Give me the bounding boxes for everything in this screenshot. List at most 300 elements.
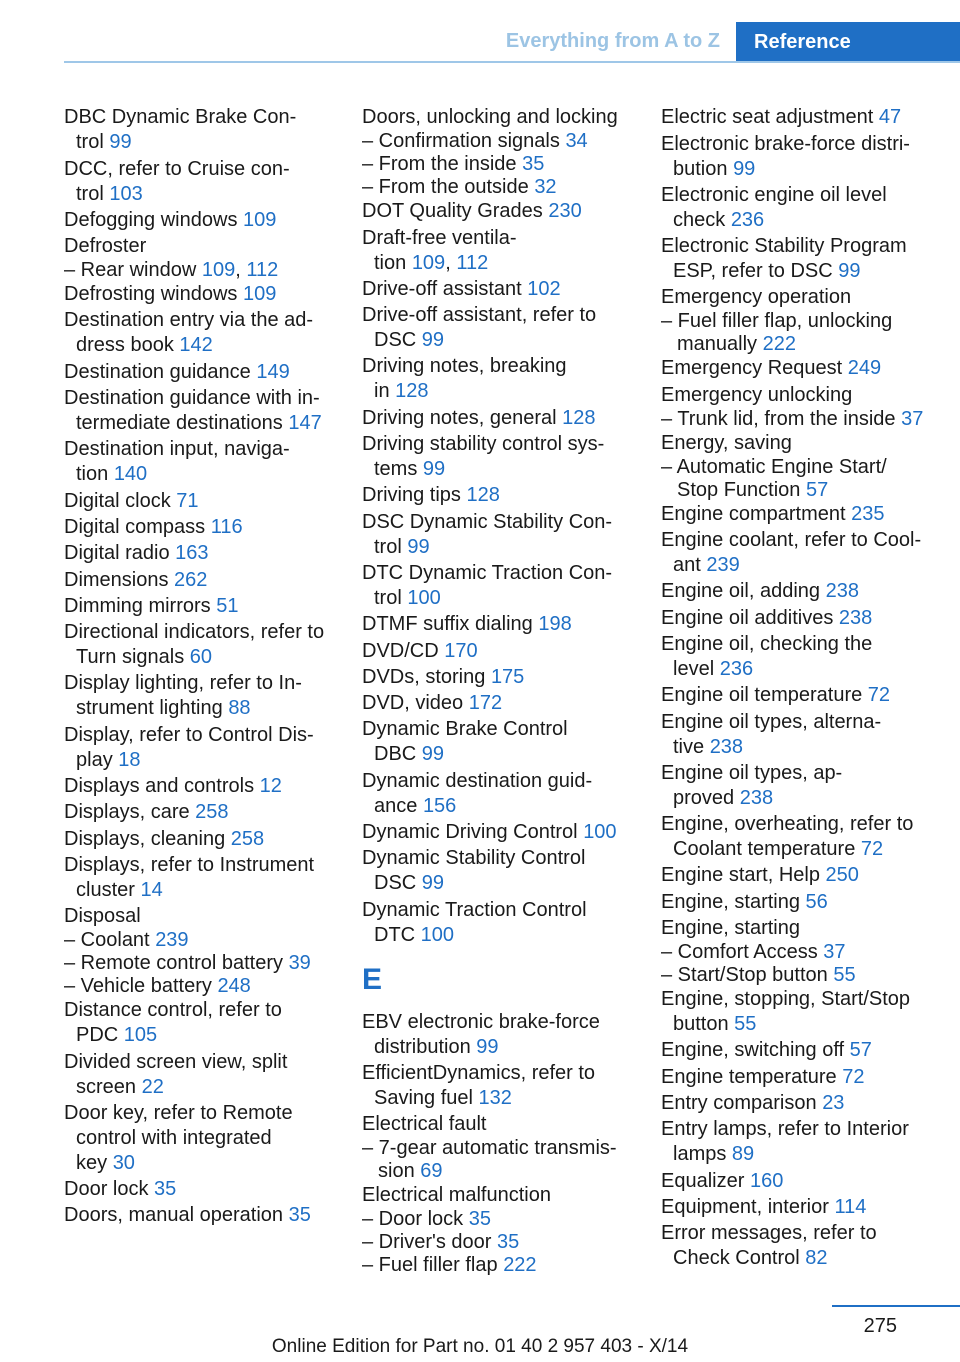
page-reference-link[interactable]: 32 <box>534 176 557 199</box>
header-reference-tab <box>736 22 960 63</box>
subentry-text: – Automatic Engine Start/ <box>661 455 887 478</box>
entry-text: Divided screen view, split <box>64 1050 288 1073</box>
index-entry <box>661 579 933 604</box>
index-entry <box>661 863 933 888</box>
page-reference-link[interactable]: 170 <box>444 639 478 662</box>
subentry-continuation: manually <box>677 333 758 356</box>
page-reference-link[interactable]: 172 <box>468 692 503 715</box>
entry-text: Electrical fault <box>362 1113 487 1136</box>
entry-text: Entry comparison <box>661 1091 817 1114</box>
index-entry <box>661 632 933 682</box>
entry-text: Engine oil additives <box>661 606 834 629</box>
entry-continuation: play <box>76 748 113 771</box>
page-reference-link[interactable]: 238 <box>838 606 873 629</box>
page-reference-link[interactable]: 100 <box>583 821 617 844</box>
index-entry <box>64 515 336 540</box>
entry-text: Dynamic Stability Control <box>362 847 586 870</box>
index-entry <box>362 846 634 896</box>
entry-text: Door key, refer to Remote <box>64 1101 293 1124</box>
entry-text: Emergency operation <box>661 286 852 309</box>
index-entry <box>362 717 634 767</box>
entry-text: Displays, care <box>64 801 190 824</box>
page-reference-link[interactable]: 82 <box>805 1247 828 1270</box>
index-entry <box>362 432 634 482</box>
entry-text: Doors, unlocking and locking <box>362 106 618 129</box>
index-subentry <box>64 952 336 975</box>
index-entry <box>661 761 933 811</box>
entry-text: Emergency unlocking <box>661 383 853 406</box>
subentry-text: – Fuel filler flap <box>362 1254 498 1277</box>
entry-text: DVD/CD <box>362 639 439 662</box>
index-entry <box>661 987 933 1037</box>
index-subentry <box>661 941 933 964</box>
entry-text: Defroster <box>64 235 147 258</box>
entry-text: Defogging windows <box>64 208 238 231</box>
page-reference-link[interactable]: 258 <box>195 801 229 824</box>
entry-text: DTMF suffix dialing <box>362 613 533 636</box>
index-entry <box>362 665 634 690</box>
entry-text: Engine oil types, ap- <box>661 761 843 784</box>
index-entry <box>661 710 933 760</box>
page-reference-link[interactable]: 35 <box>468 1208 491 1231</box>
page-reference-link[interactable]: 72 <box>860 838 884 861</box>
entry-text: Emergency Request <box>661 357 843 380</box>
entry-text: Digital clock <box>64 489 171 512</box>
entry-text: Door lock <box>64 1178 149 1201</box>
page-reference-link[interactable]: 99 <box>109 131 132 154</box>
entry-continuation: dress book <box>76 334 174 357</box>
entry-text: Engine oil temperature <box>661 684 863 707</box>
entry-continuation: Check Control <box>673 1247 800 1270</box>
page-reference-link[interactable]: 112 <box>456 251 489 274</box>
index-entry <box>362 691 634 716</box>
index-entry <box>661 105 933 130</box>
entry-text: Engine, switching off <box>661 1039 845 1062</box>
entry-text: Drive-off assistant <box>362 277 522 300</box>
page-reference-link[interactable]: 99 <box>422 458 446 481</box>
page-reference-link[interactable]: 103 <box>109 182 143 205</box>
entry-text: Destination guidance <box>64 360 251 383</box>
entry-continuation: Turn signals <box>76 646 185 669</box>
page-reference-link[interactable]: 235 <box>851 502 885 525</box>
index-entry: Draft-free ventila- tion 109, 112 <box>362 226 517 274</box>
entry-text: Electronic engine oil level <box>661 183 887 206</box>
entry-text: Entry lamps, refer to Interior <box>661 1118 909 1141</box>
page-reference-link[interactable]: 60 <box>189 646 213 669</box>
entry-text: Distance control, refer to <box>64 999 282 1022</box>
page-reference-link[interactable]: 99 <box>421 872 445 895</box>
page-reference-link[interactable]: 99 <box>407 535 430 558</box>
page-reference-link[interactable]: 55 <box>734 1013 757 1036</box>
index-entry <box>64 308 336 358</box>
index-entry <box>661 812 933 862</box>
entry-text: Engine, starting <box>661 917 800 940</box>
index-entry <box>362 199 634 224</box>
entry-continuation: PDC <box>76 1024 119 1047</box>
entry-text: Energy, saving <box>661 431 792 454</box>
index-entry <box>661 383 933 408</box>
page-reference-link[interactable]: 249 <box>847 357 882 380</box>
entry-continuation: screen <box>76 1075 137 1098</box>
entry-text: Displays, refer to Instrument <box>64 853 315 876</box>
entry-text: Drive-off assistant, refer to <box>362 304 597 327</box>
entry-text: Destination guidance with in- <box>64 387 320 410</box>
page-reference-link[interactable]: 55 <box>833 964 856 987</box>
subentry-text: – From the inside <box>362 153 517 176</box>
entry-text: Digital radio <box>64 542 170 565</box>
index-subentry <box>362 1231 634 1254</box>
page-reference-link[interactable]: 47 <box>878 106 902 129</box>
index-entry <box>64 671 336 721</box>
entry-text: Digital compass <box>64 515 206 538</box>
page-reference-link[interactable]: 114 <box>834 1195 867 1218</box>
page-reference-link[interactable]: 236 <box>719 657 754 680</box>
entry-text: EfficientDynamics, refer to <box>362 1061 596 1084</box>
entry-text: DBC Dynamic Brake Con- <box>64 106 297 129</box>
page-reference-link[interactable]: 238 <box>709 735 744 758</box>
page-reference-link[interactable]: 140 <box>113 463 148 486</box>
index-entry <box>64 1203 336 1228</box>
page-reference-link[interactable]: 105 <box>123 1024 158 1047</box>
page-reference-link[interactable]: 258 <box>230 827 265 850</box>
page-reference-link[interactable]: 23 <box>822 1091 845 1114</box>
page-reference-link[interactable]: 72 <box>842 1065 865 1088</box>
entry-text: DOT Quality Grades <box>362 200 543 223</box>
page-reference-link[interactable]: 248 <box>217 975 251 998</box>
page-reference-link[interactable]: 71 <box>176 489 199 512</box>
index-entry <box>661 285 933 310</box>
subentry-text: – Rear window <box>64 259 197 282</box>
index-subentry <box>362 1254 634 1277</box>
entry-text: Engine oil, adding <box>661 580 821 603</box>
entry-text: Dynamic Driving Control <box>362 821 578 844</box>
index-column-2 <box>362 104 634 1277</box>
entry-text: Dynamic Brake Control <box>362 718 568 741</box>
index-entry <box>64 774 336 799</box>
entry-text: Engine coolant, refer to Cool- <box>661 529 922 552</box>
subentry-text: – Fuel filler flap, unlocking <box>661 310 893 333</box>
index-entry <box>362 639 634 664</box>
page-reference-link[interactable]: 230 <box>548 200 582 223</box>
entry-text: Equalizer <box>661 1169 745 1192</box>
index-entry <box>661 183 933 233</box>
entry-text: Disposal <box>64 905 141 928</box>
index-entry <box>661 1195 933 1220</box>
index-entry <box>64 594 336 619</box>
index-entry <box>362 354 634 404</box>
page-header <box>0 0 960 64</box>
index-entry <box>661 1091 933 1116</box>
entry-continuation: lamps <box>673 1143 727 1166</box>
header-section-title: Everything from A to Z <box>505 30 720 52</box>
page-reference-link[interactable]: 160 <box>749 1169 784 1192</box>
index-entry <box>64 1050 336 1100</box>
entry-text: Destination entry via the ad- <box>64 309 314 332</box>
subentry-text: – Vehicle battery <box>64 975 212 998</box>
footer-rule <box>832 1305 960 1307</box>
entry-text: Electronic brake-force distri- <box>661 132 910 155</box>
entry-text: Dimming mirrors <box>64 594 211 617</box>
index-entry <box>661 606 933 631</box>
index-subentry <box>64 975 336 998</box>
page-reference-link[interactable]: 57 <box>849 1039 872 1062</box>
entry-text: Driving stability control sys- <box>362 433 605 456</box>
entry-text: DTC Dynamic Traction Con- <box>362 561 613 584</box>
index-subentry <box>661 408 933 431</box>
entry-continuation: Saving fuel <box>374 1086 473 1109</box>
entry-text: Draft-free ventila- <box>362 226 517 249</box>
index-entry <box>661 1065 933 1090</box>
entry-continuation: ESP, refer to DSC <box>673 260 833 283</box>
index-entry <box>362 769 634 819</box>
footer-edition-text: Online Edition for Part no. 01 40 2 957 403 - X/14 <box>271 1336 689 1357</box>
index-entry <box>661 528 933 578</box>
index-column-1 <box>64 104 336 1228</box>
entry-continuation: in <box>374 380 390 403</box>
index-entry <box>661 356 933 381</box>
page-reference-link[interactable]: 56 <box>805 890 828 913</box>
entry-text: Display lighting, refer to In- <box>64 672 302 695</box>
index-entry <box>362 898 634 948</box>
index-entry <box>64 904 336 929</box>
index-subentry <box>64 929 336 952</box>
index-entry <box>64 437 336 487</box>
page-reference-link[interactable]: 22 <box>141 1075 164 1098</box>
page-reference-link[interactable]: 142 <box>179 334 213 357</box>
page-reference-link[interactable]: 238 <box>739 786 774 809</box>
entry-continuation: trol <box>76 182 104 205</box>
page-reference-link[interactable]: 89 <box>731 1143 755 1166</box>
page-reference-link[interactable]: 198 <box>538 613 572 636</box>
header-rule <box>64 61 960 63</box>
entry-text: Engine oil types, alterna- <box>661 710 882 733</box>
index-letter-heading: E <box>362 962 383 996</box>
page-reference-link[interactable]: 37 <box>901 407 924 430</box>
page-reference-link[interactable]: 100 <box>407 586 441 609</box>
page-reference-link[interactable]: 18 <box>118 748 141 771</box>
entry-text: DVDs, storing <box>362 665 486 688</box>
entry-text: EBV electronic brake-force <box>362 1010 600 1033</box>
page-reference-link[interactable]: 109 <box>411 251 446 274</box>
page-reference-link[interactable]: 262 <box>174 568 208 591</box>
page-reference-link[interactable]: 35 <box>522 153 545 176</box>
page-reference-link[interactable]: 39 <box>288 952 311 975</box>
entry-continuation: proved <box>673 786 735 809</box>
page-reference-link[interactable]: 30 <box>112 1151 135 1174</box>
page-reference-link[interactable]: 57 <box>805 478 829 501</box>
index-entry <box>362 1010 634 1060</box>
index-entry <box>362 1061 634 1111</box>
index-entry <box>64 208 336 233</box>
subentry-text: – Driver's door <box>362 1231 492 1254</box>
page-reference-link[interactable]: 156 <box>422 794 457 817</box>
index-entry <box>64 360 336 385</box>
entry-continuation: DTC <box>374 923 416 946</box>
entry-text: DCC, refer to Cruise con- <box>64 157 290 180</box>
index-entry <box>362 510 634 560</box>
subentry-continuation: sion <box>378 1160 415 1183</box>
index-entry <box>362 406 634 431</box>
page-reference-link[interactable]: 35 <box>154 1178 177 1201</box>
index-subentry: – Rear window 109, 112 <box>64 259 279 282</box>
page-reference-link[interactable]: 147 <box>288 412 322 435</box>
index-entry <box>64 723 336 773</box>
entry-continuation: trol <box>76 131 104 154</box>
subentry-text: – Comfort Access <box>661 941 818 964</box>
subentry-text: – Confirmation signals <box>362 130 560 153</box>
index-entry <box>64 568 336 593</box>
index-subentry <box>362 1208 634 1231</box>
index-entry <box>661 132 933 182</box>
index-entry <box>362 612 634 637</box>
entry-text: Engine start, Help <box>661 864 820 887</box>
entry-text: Destination input, naviga- <box>64 438 290 461</box>
index-entry <box>64 105 336 155</box>
entry-text: DVD, video <box>362 692 464 715</box>
entry-text: Displays and controls <box>64 775 255 798</box>
index-entry <box>661 234 933 284</box>
entry-text: Dimensions <box>64 568 169 591</box>
page-reference-link[interactable]: 109 <box>243 208 277 231</box>
index-entry <box>362 820 634 845</box>
page-reference-link[interactable]: 128 <box>395 380 429 403</box>
index-column-3 <box>661 104 933 1271</box>
page-reference-link[interactable]: 35 <box>288 1204 311 1227</box>
entry-text: Defrosting windows <box>64 283 238 306</box>
entry-continuation: trol <box>374 586 402 609</box>
page-reference-link[interactable]: 222 <box>503 1254 537 1277</box>
index-subentry <box>362 1137 634 1183</box>
entry-continuation: bution <box>673 157 728 180</box>
entry-text: Driving notes, general <box>362 406 557 429</box>
index-entry <box>64 1177 336 1202</box>
page-number: 275 <box>863 1315 897 1337</box>
entry-continuation: Coolant temperature <box>673 838 856 861</box>
subentry-text: – Remote control battery <box>64 952 283 975</box>
subentry-text: – Coolant <box>64 929 150 952</box>
page-reference-link[interactable]: 37 <box>823 941 846 964</box>
subentry-continuation: Stop Function <box>677 478 801 501</box>
entry-continuation: termediate destinations <box>76 412 283 435</box>
page-reference-link[interactable]: 69 <box>420 1160 443 1183</box>
entry-continuation: key <box>76 1151 108 1174</box>
index-entry <box>661 431 933 456</box>
page-reference-link[interactable]: 14 <box>140 878 163 901</box>
page-reference-link[interactable]: 109 <box>201 259 236 282</box>
index-entry <box>64 998 336 1048</box>
entry-continuation: DBC <box>374 743 417 766</box>
page-reference-link[interactable]: 239 <box>706 554 740 577</box>
index-entry <box>661 916 933 941</box>
page-reference-link[interactable]: 128 <box>466 484 500 507</box>
entry-continuation: button <box>673 1013 729 1036</box>
entry-continuation: distribution <box>374 1035 471 1058</box>
index-entry <box>661 1221 933 1271</box>
page-reference-link[interactable]: 128 <box>562 406 596 429</box>
page-reference-link[interactable]: 132 <box>478 1086 512 1109</box>
index-entry <box>661 502 933 527</box>
index-subentry <box>362 153 634 176</box>
index-subentry <box>661 310 933 356</box>
page-reference-link[interactable]: 35 <box>496 1231 520 1254</box>
page-reference-link[interactable]: 109 <box>242 283 277 306</box>
page-reference-link[interactable]: 102 <box>527 277 561 300</box>
index-entry <box>64 1101 336 1176</box>
entry-text: Electronic Stability Program <box>661 235 907 258</box>
index-entry <box>64 386 336 436</box>
page-reference-link[interactable]: 99 <box>838 260 861 283</box>
page-reference-link[interactable]: 99 <box>421 743 445 766</box>
entry-continuation: tion <box>374 251 407 274</box>
entry-text: Engine, overheating, refer to <box>661 813 914 836</box>
index-entry <box>362 1183 634 1208</box>
entry-text: Driving tips <box>362 484 461 507</box>
index-entry <box>661 890 933 915</box>
index-entry <box>64 827 336 852</box>
page-reference-link[interactable]: 239 <box>155 929 189 952</box>
page-reference-link[interactable]: 149 <box>256 360 290 383</box>
index-subentry <box>661 964 933 987</box>
index-subentry <box>362 130 634 153</box>
page-reference-link[interactable]: 163 <box>175 542 209 565</box>
index-entry <box>64 800 336 825</box>
page-reference-link[interactable]: 72 <box>867 684 891 707</box>
page-reference-link[interactable]: 250 <box>825 864 859 887</box>
page-reference-link[interactable]: 100 <box>420 923 455 946</box>
page-reference-link[interactable]: 12 <box>259 775 282 798</box>
entry-text: Engine temperature <box>661 1065 837 1088</box>
entry-text: Error messages, refer to <box>661 1222 877 1245</box>
entry-continuation: ance <box>374 794 418 817</box>
page-reference-link[interactable]: 99 <box>421 329 445 352</box>
index-subentry <box>661 456 933 502</box>
page-reference-link[interactable]: 112 <box>246 259 279 282</box>
page-reference-link[interactable]: 236 <box>730 208 765 231</box>
page-reference-link[interactable]: 238 <box>825 580 859 603</box>
entry-text: Displays, cleaning <box>64 827 226 850</box>
entry-continuation: control with integrated <box>76 1126 272 1149</box>
index-entry <box>661 683 933 708</box>
entry-continuation: cluster <box>76 878 135 901</box>
entry-text: Dynamic destination guid- <box>362 769 593 792</box>
page-reference-link[interactable]: 34 <box>565 130 588 153</box>
entry-text: Equipment, interior <box>661 1195 829 1218</box>
page-reference-link[interactable]: 99 <box>733 157 756 180</box>
page-reference-link[interactable]: 116 <box>210 515 243 538</box>
entry-text: Directional indicators, refer to <box>64 621 325 644</box>
page-reference-link[interactable]: 99 <box>476 1035 499 1058</box>
entry-continuation: level <box>673 657 715 680</box>
index-entry <box>64 234 336 259</box>
page-reference-link[interactable]: 51 <box>216 594 239 617</box>
page-reference-link[interactable]: 175 <box>490 665 525 688</box>
entry-text: Engine, starting <box>661 890 800 913</box>
entry-text: Engine, stopping, Start/Stop <box>661 988 911 1011</box>
page-reference-link[interactable]: 222 <box>762 333 796 356</box>
entry-text: Doors, manual operation <box>64 1204 284 1227</box>
subentry-text: – Start/Stop button <box>661 964 828 987</box>
header-tab-label: Reference <box>754 31 851 53</box>
entry-text: Display, refer to Control Dis- <box>64 723 314 746</box>
entry-text: Engine compartment <box>661 502 846 525</box>
index-entry <box>64 620 336 670</box>
page-reference-link[interactable]: 88 <box>228 697 251 720</box>
index-entry <box>661 1117 933 1167</box>
subentry-text: – Trunk lid, from the inside <box>661 407 896 430</box>
index-entry <box>64 541 336 566</box>
index-entry <box>362 561 634 611</box>
index-entry <box>64 157 336 207</box>
